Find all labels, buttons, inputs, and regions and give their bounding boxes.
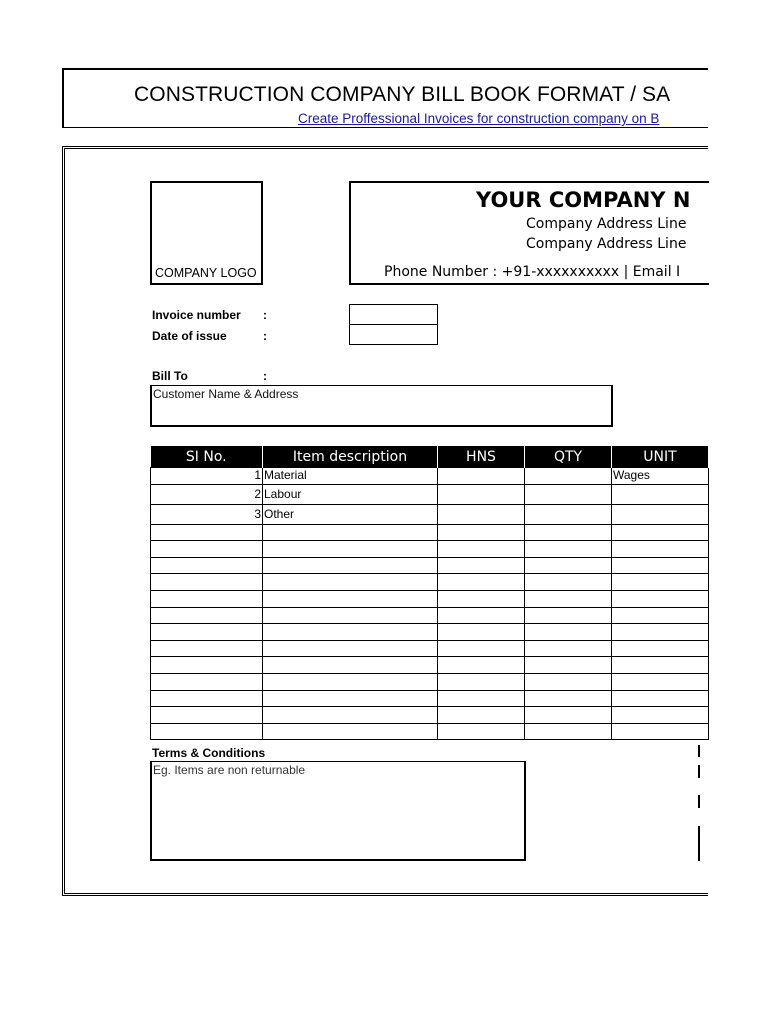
- cell-unit[interactable]: [612, 624, 709, 641]
- cell-unit[interactable]: [612, 673, 709, 690]
- items-table-body: [151, 468, 709, 740]
- cell-si-no[interactable]: [151, 690, 263, 707]
- cell-qty[interactable]: [525, 541, 612, 558]
- bill-to-label: Bill To: [152, 369, 188, 383]
- cell-hns[interactable]: [438, 723, 525, 740]
- company-contact-line: Phone Number : +91-xxxxxxxxxx | Email I: [384, 264, 681, 280]
- cell-item-description[interactable]: [263, 590, 438, 607]
- cell-si-no[interactable]: 2: [151, 484, 263, 504]
- cell-qty[interactable]: [525, 723, 612, 740]
- table-row: [151, 690, 709, 707]
- cell-qty[interactable]: [525, 504, 612, 524]
- cell-hns[interactable]: [438, 524, 525, 541]
- cell-qty[interactable]: [525, 690, 612, 707]
- cell-unit[interactable]: [612, 484, 709, 504]
- cell-qty[interactable]: [525, 673, 612, 690]
- table-row: [151, 723, 709, 740]
- bill-to-field[interactable]: [150, 385, 613, 427]
- company-logo-box: [150, 181, 263, 285]
- column-header-si-no: SI No.: [151, 446, 263, 468]
- cell-hns[interactable]: [438, 673, 525, 690]
- cell-item-description[interactable]: [263, 690, 438, 707]
- cell-qty[interactable]: [525, 657, 612, 674]
- cell-hns[interactable]: [438, 541, 525, 558]
- right-border-fragment: [698, 795, 700, 808]
- cell-si-no[interactable]: [151, 673, 263, 690]
- cell-unit[interactable]: [612, 690, 709, 707]
- cell-unit[interactable]: [612, 657, 709, 674]
- cell-unit[interactable]: [612, 707, 709, 724]
- cell-unit[interactable]: [612, 574, 709, 591]
- cell-si-no[interactable]: [151, 640, 263, 657]
- cell-qty[interactable]: [525, 707, 612, 724]
- company-info-box: [349, 181, 709, 285]
- table-row: [151, 590, 709, 607]
- cell-item-description[interactable]: [263, 524, 438, 541]
- cell-item-description[interactable]: Other: [263, 504, 438, 524]
- cell-unit[interactable]: [612, 640, 709, 657]
- cell-unit[interactable]: Wages: [612, 468, 709, 485]
- table-row: [151, 673, 709, 690]
- invoice-number-label: Invoice number: [152, 308, 241, 322]
- cell-si-no[interactable]: [151, 624, 263, 641]
- invoice-number-field[interactable]: [349, 304, 438, 325]
- invoice-link[interactable]: Create Proffessional Invoices for construction company on B: [298, 111, 660, 126]
- cell-unit[interactable]: [612, 504, 709, 524]
- cell-hns[interactable]: [438, 574, 525, 591]
- cell-unit[interactable]: [612, 607, 709, 624]
- table-row: [151, 607, 709, 624]
- cell-item-description[interactable]: [263, 723, 438, 740]
- table-row: [151, 574, 709, 591]
- table-row: [151, 484, 709, 504]
- items-table: [150, 446, 709, 740]
- cell-si-no[interactable]: [151, 557, 263, 574]
- table-row: [151, 640, 709, 657]
- cell-qty[interactable]: [525, 484, 612, 504]
- company-name: YOUR COMPANY N: [476, 188, 691, 212]
- cell-si-no[interactable]: [151, 607, 263, 624]
- company-address-line-2: Company Address Line: [526, 236, 687, 252]
- cell-si-no[interactable]: [151, 707, 263, 724]
- cell-qty[interactable]: [525, 468, 612, 485]
- cell-item-description[interactable]: [263, 541, 438, 558]
- cell-qty[interactable]: [525, 590, 612, 607]
- cell-qty[interactable]: [525, 574, 612, 591]
- column-header-unit: UNIT: [612, 446, 709, 468]
- table-row: [151, 624, 709, 641]
- cell-hns[interactable]: [438, 607, 525, 624]
- cell-item-description[interactable]: [263, 640, 438, 657]
- column-header-qty: QTY: [525, 446, 612, 468]
- bill-to-colon: :: [263, 369, 267, 383]
- cell-hns[interactable]: [438, 557, 525, 574]
- date-of-issue-field[interactable]: [349, 324, 438, 345]
- cell-si-no[interactable]: 1: [151, 468, 263, 485]
- cell-hns[interactable]: [438, 468, 525, 485]
- terms-placeholder: Eg. Items are non returnable: [153, 763, 306, 777]
- cell-si-no[interactable]: [151, 590, 263, 607]
- cell-si-no[interactable]: [151, 574, 263, 591]
- table-row: [151, 541, 709, 558]
- date-of-issue-colon: :: [263, 329, 267, 343]
- table-row: [151, 707, 709, 724]
- cell-item-description[interactable]: [263, 657, 438, 674]
- cell-item-description[interactable]: [263, 607, 438, 624]
- column-header-item-description: Item description: [263, 446, 438, 468]
- cell-item-description[interactable]: Material: [263, 468, 438, 485]
- cell-item-description[interactable]: [263, 624, 438, 641]
- table-row: [151, 504, 709, 524]
- document-title: CONSTRUCTION COMPANY BILL BOOK FORMAT / SA: [134, 83, 671, 106]
- table-row: [151, 468, 709, 485]
- document-header: [62, 68, 708, 128]
- cell-item-description[interactable]: [263, 574, 438, 591]
- cell-hns[interactable]: [438, 590, 525, 607]
- cell-si-no[interactable]: 3: [151, 504, 263, 524]
- cell-item-description[interactable]: [263, 673, 438, 690]
- terms-field[interactable]: [150, 761, 526, 861]
- cell-hns[interactable]: [438, 690, 525, 707]
- cell-hns[interactable]: [438, 504, 525, 524]
- company-logo-label: COMPANY LOGO: [155, 266, 257, 280]
- cell-qty[interactable]: [525, 607, 612, 624]
- cell-qty[interactable]: [525, 640, 612, 657]
- cell-unit[interactable]: [612, 590, 709, 607]
- cell-item-description[interactable]: [263, 707, 438, 724]
- cell-item-description[interactable]: [263, 557, 438, 574]
- company-address-line-1: Company Address Line: [526, 216, 687, 232]
- right-border-fragment: [698, 765, 700, 778]
- cell-si-no[interactable]: [151, 657, 263, 674]
- cell-hns[interactable]: [438, 707, 525, 724]
- cell-qty[interactable]: [525, 557, 612, 574]
- cell-hns[interactable]: [438, 624, 525, 641]
- cell-hns[interactable]: [438, 657, 525, 674]
- table-row: [151, 557, 709, 574]
- cell-item-description[interactable]: Labour: [263, 484, 438, 504]
- invoice-number-colon: :: [263, 308, 267, 322]
- cell-si-no[interactable]: [151, 541, 263, 558]
- cell-si-no[interactable]: [151, 524, 263, 541]
- terms-label: Terms & Conditions: [152, 746, 266, 760]
- date-of-issue-label: Date of issue: [152, 329, 227, 343]
- cell-unit[interactable]: [612, 541, 709, 558]
- cell-hns[interactable]: [438, 484, 525, 504]
- table-row: [151, 524, 709, 541]
- right-border-fragment: [698, 745, 700, 757]
- cell-qty[interactable]: [525, 524, 612, 541]
- table-row: [151, 657, 709, 674]
- cell-unit[interactable]: [612, 723, 709, 740]
- column-header-hns: HNS: [438, 446, 525, 468]
- right-border-fragment: [698, 826, 700, 861]
- cell-si-no[interactable]: [151, 723, 263, 740]
- bill-to-placeholder: Customer Name & Address: [153, 387, 299, 401]
- cell-hns[interactable]: [438, 640, 525, 657]
- table-header-row: [151, 446, 709, 468]
- cell-unit[interactable]: [612, 524, 709, 541]
- cell-qty[interactable]: [525, 624, 612, 641]
- cell-unit[interactable]: [612, 557, 709, 574]
